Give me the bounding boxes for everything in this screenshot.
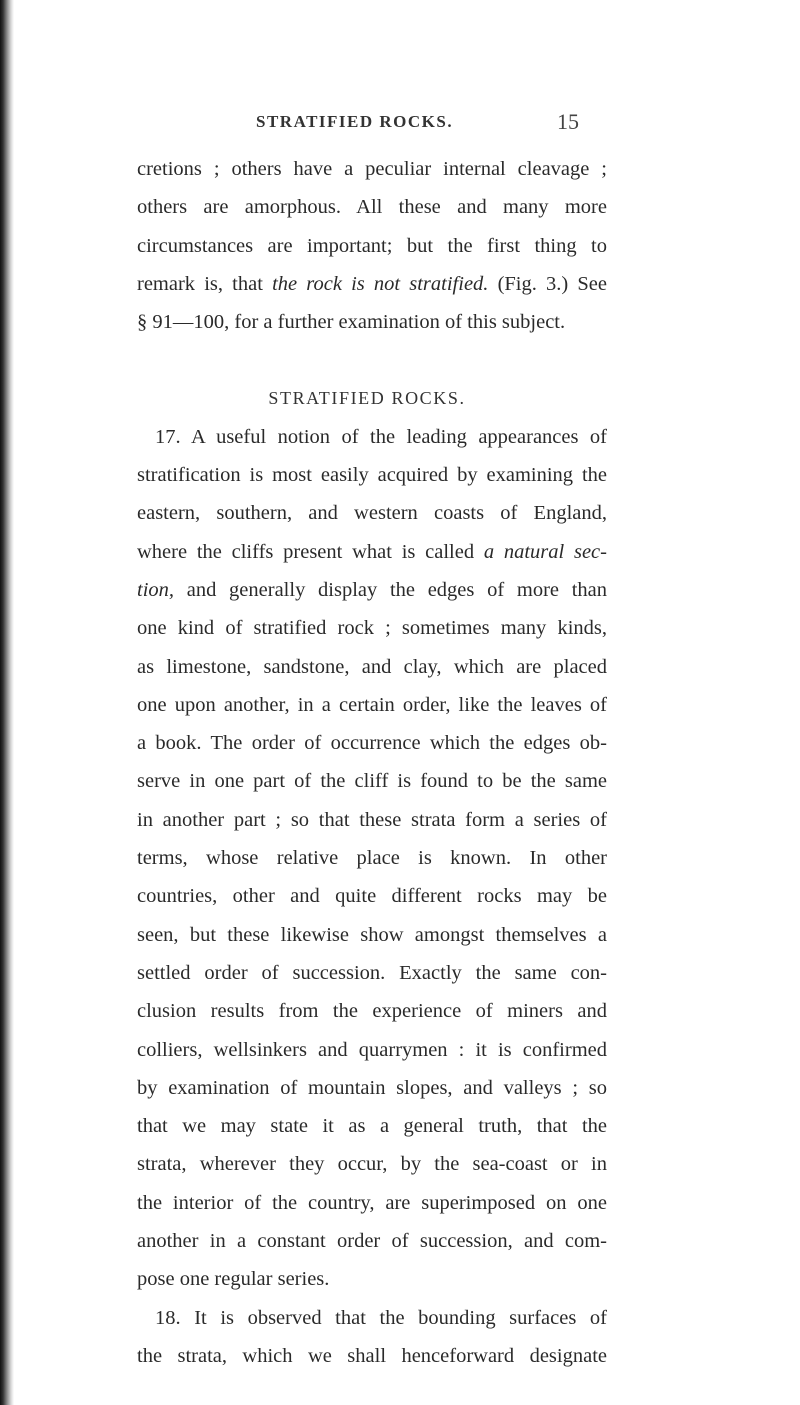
text-line: eastern, southern, and western coasts of England, bbox=[137, 502, 607, 525]
text-line: one upon another, in a certain order, like the leaves of bbox=[137, 693, 607, 716]
text-line: serve in one part of the cliff is found to be the same bbox=[137, 770, 607, 793]
page-header bbox=[0, 109, 800, 142]
text-span: where the cliffs present what is called bbox=[137, 540, 484, 563]
text-line: 18. It is observed that the bounding surfaces of bbox=[155, 1306, 607, 1329]
italic-phrase: a natural sec- bbox=[483, 540, 607, 563]
text-line bbox=[137, 265, 607, 303]
text-line: countries, other and quite different rocks may be bbox=[137, 885, 607, 908]
text-line: another in a constant order of succession, and com- bbox=[137, 1230, 607, 1253]
italic-phrase: tion, bbox=[137, 578, 175, 601]
text-line: as limestone, sandstone, and clay, which are placed bbox=[137, 655, 607, 678]
text-span: and generally display the edges of more than bbox=[174, 578, 607, 601]
running-head: STRATIFIED ROCKS. bbox=[256, 112, 454, 131]
text-line: circumstances are important; but the first thing to bbox=[137, 234, 607, 257]
paragraph-continued bbox=[137, 150, 607, 341]
text-line bbox=[137, 533, 607, 571]
text-line: seen, but these likewise show amongst themselves a bbox=[137, 923, 607, 946]
body-text bbox=[137, 150, 607, 1375]
text-line: the strata, which we shall henceforward designate bbox=[137, 1344, 607, 1367]
section-heading: STRATIFIED ROCKS. bbox=[268, 388, 466, 409]
paragraph-18 bbox=[137, 1299, 607, 1376]
text-line: colliers, wellsinkers and quarrymen : it is confirmed bbox=[137, 1038, 607, 1061]
page-number: 15 bbox=[557, 109, 579, 134]
text-line: in another part ; so that these strata form a series of bbox=[137, 808, 607, 831]
text-span: (Fig. 3.) See bbox=[488, 272, 607, 295]
text-line: § 91—100, for a further examination of this subject. bbox=[137, 311, 566, 334]
text-line: settled order of succession. Exactly the same con- bbox=[137, 961, 607, 984]
text-line: cretions ; others have a peculiar internal cleavage ; bbox=[137, 158, 607, 180]
text-line: that we may state it as a general truth, that the bbox=[137, 1115, 607, 1138]
text-line: one kind of stratified rock ; sometimes many kinds, bbox=[137, 617, 607, 640]
text-line: the interior of the country, are superimposed on one bbox=[137, 1191, 607, 1214]
paragraph-17 bbox=[137, 418, 607, 1299]
text-line: terms, whose relative place is known. In other bbox=[137, 847, 607, 870]
text-line: pose one regular series. bbox=[137, 1268, 330, 1291]
page-binding-edge bbox=[0, 0, 14, 1405]
italic-phrase: the rock is not stratified. bbox=[272, 272, 489, 295]
text-line: strata, wherever they occur, by the sea-coast or in bbox=[137, 1153, 607, 1176]
text-line: stratification is most easily acquired by examining the bbox=[137, 464, 607, 487]
text-line: a book. The order of occurrence which the edges ob- bbox=[137, 732, 607, 755]
text-line: 17. A useful notion of the leading appearances of bbox=[155, 425, 607, 448]
text-line: clusion results from the experience of miners and bbox=[137, 1000, 607, 1023]
text-span: remark is, that bbox=[137, 272, 273, 295]
text-line: by examination of mountain slopes, and valleys ; so bbox=[137, 1076, 607, 1099]
text-line bbox=[137, 571, 607, 609]
text-line: others are amorphous. All these and many more bbox=[137, 196, 607, 219]
